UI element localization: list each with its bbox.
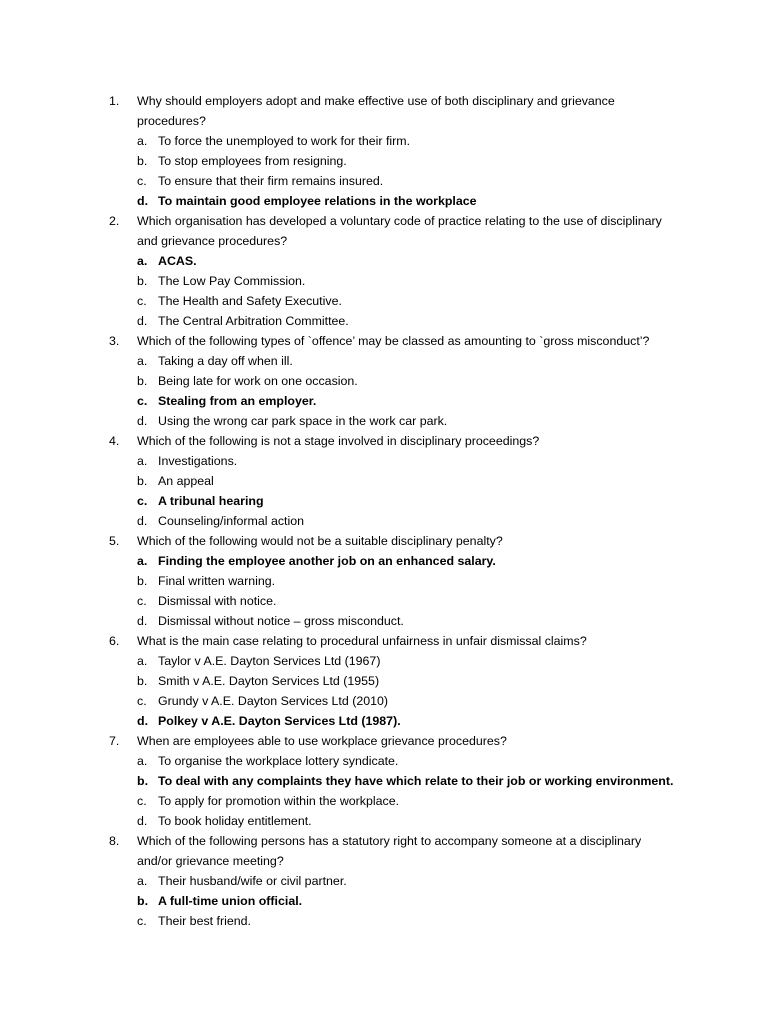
question-number: 1. [109,94,120,108]
question-text: Why should employers adopt and make effective use of both disciplinary and grievance [137,94,615,108]
answer-option-correct [0,251,768,271]
option-letter: d. [137,314,148,328]
question-line [0,211,768,231]
answer-option [0,511,768,531]
option-text: Their best friend. [158,914,251,928]
answer-option [0,471,768,491]
option-letter: a. [137,454,148,468]
answer-option [0,911,768,931]
option-text: Smith v A.E. Dayton Services Ltd (1955) [158,674,380,688]
option-text: The Central Arbitration Committee. [158,314,349,328]
option-text: Taylor v A.E. Dayton Services Ltd (1967) [158,654,381,668]
question-text: and grievance procedures? [137,234,288,248]
option-text: The Health and Safety Executive. [158,294,342,308]
question-item [0,211,768,331]
option-text: Dismissal without notice – gross misconduct. [158,614,404,628]
answer-option [0,151,768,171]
answer-option-correct [0,711,768,731]
question-item [0,731,768,831]
question-line [0,631,768,651]
answer-option [0,651,768,671]
answer-option [0,311,768,331]
option-letter: c. [137,794,147,808]
question-line [0,831,768,851]
option-letter: d. [137,414,148,428]
option-letter: a. [137,874,148,888]
option-text: Final written warning. [158,574,276,588]
question-number: 3. [109,334,120,348]
option-text: To organise the workplace lottery syndicate. [158,754,399,768]
question-text: and/or grievance meeting? [137,854,284,868]
option-text: Finding the employee another job on an enhanced salary. [158,554,496,568]
option-letter: a. [137,354,148,368]
question-text: Which of the following is not a stage involved in disciplinary proceedings? [137,434,540,448]
answer-option-correct [0,551,768,571]
option-letter: b. [137,374,148,388]
answer-option-correct [0,191,768,211]
option-text: Being late for work on one occasion. [158,374,358,388]
option-text: To force the unemployed to work for their firm. [158,134,411,148]
question-line [0,431,768,451]
answer-option [0,691,768,711]
answer-option [0,751,768,771]
option-text: Counseling/informal action [158,514,305,528]
question-text: When are employees able to use workplace grievance procedures? [137,734,507,748]
question-item [0,331,768,431]
question-line [0,91,768,111]
option-letter: a. [137,754,148,768]
option-letter: c. [137,914,147,928]
option-letter: c. [137,294,147,308]
option-letter: a. [137,554,148,568]
option-text: Their husband/wife or civil partner. [158,874,347,888]
option-text: Using the wrong car park space in the work car park. [158,414,448,428]
option-text: A full-time union official. [158,894,303,908]
option-letter: b. [137,894,149,908]
option-letter: d. [137,514,148,528]
answer-option-correct [0,891,768,911]
question-item [0,91,768,211]
option-letter: d. [137,714,149,728]
question-number: 6. [109,634,120,648]
answer-option [0,791,768,811]
option-letter: c. [137,494,148,508]
question-item [0,631,768,731]
question-text: Which of the following types of `offence’ may be classed as amounting to `gross misconduct’? [137,334,650,348]
question-line-continued [0,231,768,251]
answer-option [0,871,768,891]
option-text: ACAS. [158,254,197,268]
question-item [0,831,768,931]
question-item [0,531,768,631]
question-number: 7. [109,734,120,748]
option-letter: b. [137,154,148,168]
question-line-continued [0,111,768,131]
option-letter: b. [137,774,149,788]
option-letter: b. [137,574,148,588]
option-letter: d. [137,194,149,208]
option-text: A tribunal hearing [158,494,264,508]
quiz-document [0,91,768,931]
answer-option [0,271,768,291]
answer-option [0,611,768,631]
option-text: Stealing from an employer. [158,394,317,408]
question-text: procedures? [137,114,206,128]
option-text: To deal with any complaints they have which relate to their job or working environment. [158,774,674,788]
option-text: Taking a day off when ill. [158,354,293,368]
option-letter: a. [137,254,148,268]
answer-option [0,371,768,391]
question-text: Which organisation has developed a voluntary code of practice relating to the use of disciplinary [137,214,662,228]
option-text: Polkey v A.E. Dayton Services Ltd (1987). [158,714,401,728]
option-letter: c. [137,174,147,188]
question-text: Which of the following persons has a statutory right to accompany someone at a disciplinary [137,834,642,848]
question-item [0,431,768,531]
answer-option-correct [0,391,768,411]
option-text: To stop employees from resigning. [158,154,347,168]
option-text: Investigations. [158,454,238,468]
option-text: The Low Pay Commission. [158,274,306,288]
option-letter: d. [137,614,148,628]
option-text: To apply for promotion within the workplace. [158,794,400,808]
option-text: To maintain good employee relations in the workplace [158,194,477,208]
question-text: What is the main case relating to procedural unfairness in unfair dismissal claims? [137,634,587,648]
question-number: 8. [109,834,120,848]
option-text: To book holiday entitlement. [158,814,312,828]
question-line [0,331,768,351]
option-text: To ensure that their firm remains insured. [158,174,384,188]
answer-option [0,451,768,471]
option-letter: c. [137,694,147,708]
option-letter: a. [137,654,148,668]
option-letter: b. [137,274,148,288]
question-line [0,731,768,751]
option-text: Grundy v A.E. Dayton Services Ltd (2010) [158,694,389,708]
answer-option [0,811,768,831]
option-letter: c. [137,594,147,608]
question-number: 4. [109,434,120,448]
answer-option [0,411,768,431]
answer-option [0,171,768,191]
option-text: An appeal [158,474,214,488]
answer-option [0,671,768,691]
question-number: 2. [109,214,120,228]
answer-option [0,351,768,371]
option-letter: c. [137,394,148,408]
question-line [0,531,768,551]
answer-option-correct [0,771,768,791]
answer-option [0,291,768,311]
question-text: Which of the following would not be a suitable disciplinary penalty? [137,534,503,548]
option-letter: b. [137,674,148,688]
answer-option [0,591,768,611]
option-letter: d. [137,814,148,828]
question-line-continued [0,851,768,871]
answer-option [0,571,768,591]
answer-option [0,131,768,151]
answer-option-correct [0,491,768,511]
question-number: 5. [109,534,120,548]
option-letter: b. [137,474,148,488]
option-text: Dismissal with notice. [158,594,277,608]
option-letter: a. [137,134,148,148]
